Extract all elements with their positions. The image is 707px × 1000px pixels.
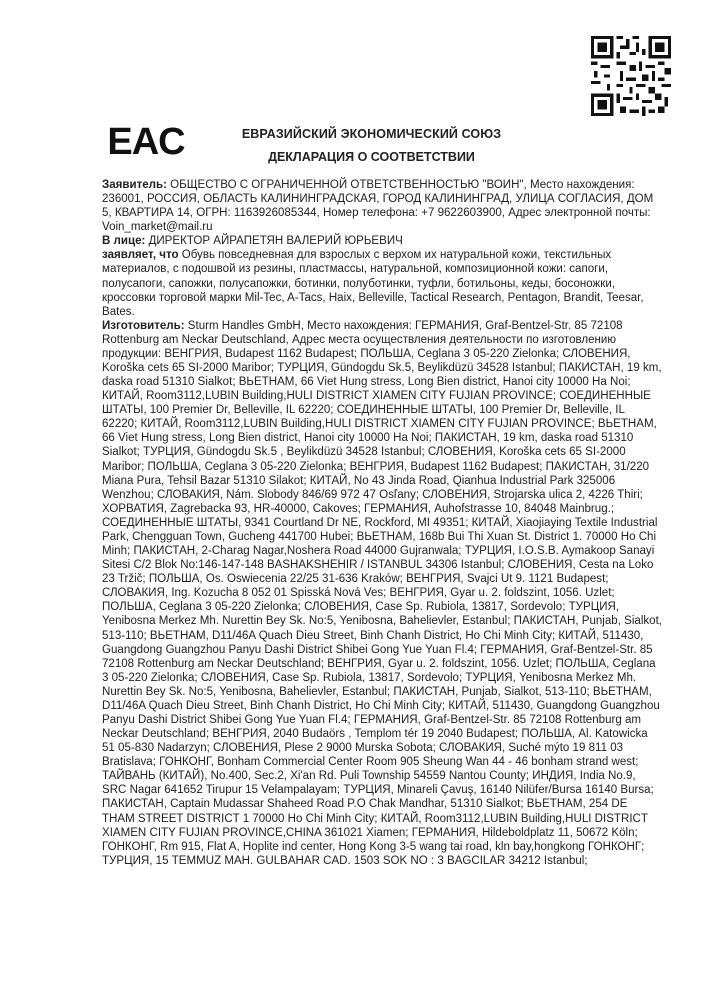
representative-label: В лице: <box>102 235 146 248</box>
declares-paragraph <box>102 248 662 318</box>
qr-code-icon <box>591 36 671 116</box>
manufacturer-label: Изготовитель: <box>102 319 185 332</box>
union-title: ЕВРАЗИЙСКИЙ ЭКОНОМИЧЕСКИЙ СОЮЗ <box>241 127 502 141</box>
declares-text: Обувь повседневная для взрослых с верхом их натуральной кожи, текстильных материалов, с подошвой из резины, пластмассы, натуральной, композиционной кожи: сапоги, полусапоги, сапожки, полусапожки, ботинки, полуботинки, туфли, ботильоны, кеды, босоножки, кроссовки торговой марки Mil-Tec, A-Tacs, Haix, Belleville, Tactical Research, Pentagon, Brandit, Teesar, Bates. <box>102 249 644 318</box>
declares-label: заявляет, что <box>102 249 179 262</box>
declaration-title: ДЕКЛАРАЦИЯ О СООТВЕТСТВИИ <box>268 150 475 164</box>
applicant-text: ОБЩЕСТВО С ОГРАНИЧЕННОЙ ОТВЕТСТВЕННОСТЬЮ "ВОИН", Место нахождения: 236001, РОССИЯ, ОБЛАСТЬ КАЛИНИНГРАДСКАЯ, ГОРОД КАЛИНИНГРАД, УЛИЦА СОГЛАСИЯ, ДОМ 5, КВАРТИРА 14, ОГРН: 1163926085344, Номер телефона: +7 9622603900, Адрес электронной почты: Voin_market@mail.ru <box>102 179 654 234</box>
manufacturer-paragraph <box>102 319 662 868</box>
representative-paragraph <box>102 234 662 248</box>
manufacturer-text: Sturm Handles GmbH, Место нахождения: ГЕРМАНИЯ, Graf-Bentzel-Str. 85 72108 Rottenburg am Neckar Deutschland, Адрес места осуществления деятельности по изготовлению продукции: ВЕНГРИЯ, Budapest 1162 Budapest; ПОЛЬША, Ceglana 3 05-220 Zielonka; СЛОВЕНИЯ, Koroška cets 65 SI-2000 Maribor; ТУРЦИЯ, Gündogdu Sk.5, Beylikdüzü 34528 Istanbul; ПАКИСТАН, 19 km, daska road 51310 Sialkot; ВЬЕТНАМ, 66 Viet Hung stress, Long Bien district, Hanoi city 10000 Ha Noi; КИТАЙ, Room3112,LUBIN Building,HULI DISTRICT XIAMEN CITY FUJIAN PROVINCE; СОЕДИНЕННЫЕ ШТАТЫ, 100 Premier Dr, Belleville, IL 62220; СОЕДИНЕННЫЕ ШТАТЫ, 100 Premier Dr, Belleville, IL 62220; КИТАЙ, Room3112,LUBIN Building,HULI DISTRICT XIAMEN CITY FUJIAN PROVINCE; ВЬЕТНАМ, 66 Viet Hung stress, Long Bien district, Hanoi city 10000 Ha Noi; ПАКИСТАН, 19 km, daska road 51310 Sialkot; ТУРЦИЯ, Gündogdu Sk.5 , Beylikdüzü 34528 Istanbul; СЛОВЕНИЯ, Koroška cets 65 SI-2000 Maribor; ПОЛЬША, Ceglana 3 05-220 Zielonka; ВЕНГРИЯ, Budapest 1162 Budapest; ПАКИСТАН, 31/220 Miana Pura, Tehsil Bazar 51310 Silakot; КИТАЙ, No 43 Jinda Road, Qianhua Industrial Park 325006 Wenzhou; СЛОВАКИЯ, Nám. Slobody 846/69 972 47 Osľany; СЛОВЕНИЯ, Strojarska ulica 2, 4226 Thiri; ХОРВАТИЯ, Zagrebacka 93, HR-40000, Cakoves; ГЕРМАНИЯ, Auhofstrasse 10, 84048 Mainbrug.; СОЕДИНЕННЫЕ ШТАТЫ, 9341 Courtland Dr NE, Rockford, MI 49351; КИТАЙ, Xiaojiaying Textile Industrial Park, Chengguan Town, Gucheng 441700 Hubei; ВЬЕТНАМ, 168b Bui Thi Xuan St. District 1. 70000 Ho Chi Minh; ПАКИСТАН, 2-Charag Nagar,Noshera Road 44000 Gujranwala; ТУРЦИЯ, I.O.S.B. Aymakoop Sanayi Sitesi C/2 Blok No:146-147-148 BASHAKSHEHIR / ISTANBUL 34306 Istanbul; СЛОВЕНИЯ, Cesta na Loko 23 Tržič; ПОЛЬША, Os. Oswiecenia 22/25 31-636 Kraków; ВЕНГРИЯ, Svajci Ut 9. 1121 Budapest; СЛОВАКИЯ, Ing. Kozucha 8 052 01 Spisská Nová Ves; ВЕНГРИЯ, Gyar u. 2. foldszint, 1056. Uzlet; ПОЛЬША, Ceglana 3 05-220 Zielonka; СЛОВЕНИЯ, Case Sp. Rubiola, 13817, Sordevolo; ТУРЦИЯ, Yenibosna Merkez Mh. Nurettin Bey Sk. No:5, Yenibosna, Bahelievler, Estanbul; ПАКИСТАН, Punjab, Sialkot, 513-110; ВЬЕТНАМ, D11/46A Quach Dieu Street, Binh Chanh District, Ho Chi Minh City; КИТАЙ, 511430, Guangdong Guangzhou Panyu Dashi District Shibei Gong Yue Yuan Fl.4; ГЕРМАНИЯ, Graf-Bentzel-Str. 85 72108 Rottenburg am Neckar Deutschland; ВЕНГРИЯ, Gyar u. 2. foldszint, 1056. Uzlet; ПОЛЬША, Ceglana 3 05-220 Zielonka; СЛОВЕНИЯ, Case Sp. Rubiola, 13817, Sordevolo; ТУРЦИЯ, Yenibosna Merkez Mh. Nurettin Bey Sk. No:5, Yenibosna, Bahelievler, Estanbul; ПАКИСТАН, Punjab, Sialkot, 513-110; ВЬЕТНАМ, D11/46A Quach Dieu Street, Binh Chanh District, Ho Chi Minh City; КИТАЙ, 511430, Guangdong Guangzhou Panyu Dashi District Shibei Gong Yue Yuan Fl.4; ГЕРМАНИЯ, Graf-Bentzel-Str. 85 72108 Rottenburg am Neckar Deutschland; ВЕНГРИЯ, 2040 Budaörs , Templom tér 19 2040 Budapest; ПОЛЬША, Al. Katowicka 51 05-830 Nadarzyn; СЛОВЕНИЯ, Plese 2 9000 Murska Sobota; СЛОВАКИЯ, Suché mýto 19 811 03 Bratislava; ГОНКОНГ, Bonham Commercial Center Room 905 Sheung Wan 44 - 46 bonham strand west; ТАЙВАНЬ (КИТАЙ), No.400, Sec.2, Xi'an Rd. Puli Township 54559 Nantou County; ИНДИЯ, India No.9, SRC Nagar 641652 Tirupur 15 Velampalayam; ТУРЦИЯ, Minareli Çavuş, 16140 Nilüfer/Bursa 16140 Bursa; ПАКИСТАН, Captain Mudassar Shaheed Road P.O Chak Mandhar, 51310 Sialkot; ВЬЕТНАМ, 254 DE THAM STREET DISTRICT 1 70000 Ho Chi Minh City; КИТАЙ, Room3112,LUBIN Building,HULI DISTRICT XIAMEN CITY FUJIAN PROVINCE,CHINA 361021 Xiamen; ГЕРМАНИЯ, Hildeboldplatz 11, 50672 Köln; ГОНКОНГ, Rm 915, Flat A, Hoplite ind center, Hong Kong 3-5 wang tai road, kln bay,hongkong ГОНКОНГ; ТУРЦИЯ, 15 TEMMUZ MAH. GULBAHAR CAD. 1503 SOK NO : 3 BAGCILAR 34212 Istanbul; <box>102 319 663 867</box>
eac-mark-text: EAC <box>107 121 185 163</box>
applicant-label: Заявитель: <box>102 179 167 191</box>
representative-text: ДИРЕКТОР АЙРАПЕТЯН ВАЛЕРИЙ ЮРЬЕВИЧ <box>145 235 403 248</box>
declaration-body <box>102 178 662 868</box>
applicant-paragraph <box>102 178 662 234</box>
